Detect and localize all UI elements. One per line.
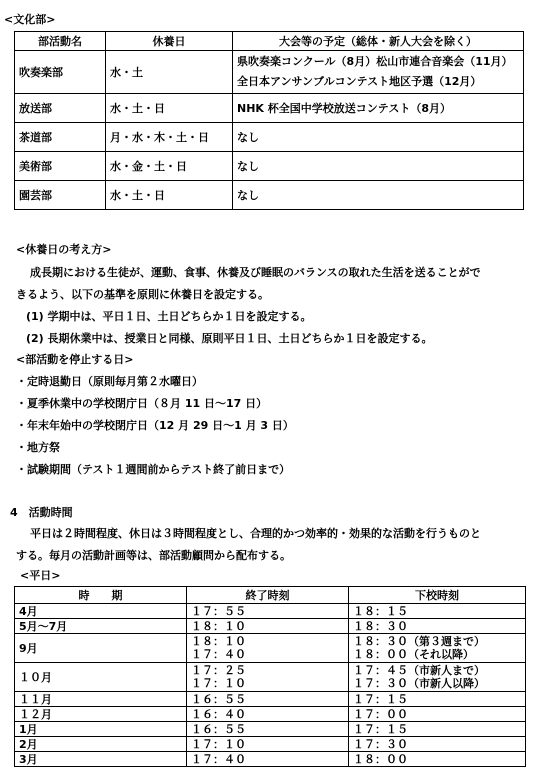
period-cell: 4月 [15,604,187,619]
table-row [15,94,524,123]
table-row [15,707,526,722]
rest-days: 水・金・土・日 [106,152,233,181]
table-row [15,737,526,752]
leave-time-cell: １８：３０ [349,619,526,634]
rest-days: 水・土・日 [106,94,233,123]
rest-days: 月・水・木・土・日 [106,123,233,152]
stop-item: ・試験期間（テスト１週間前からテスト終了前日まで） [16,463,291,476]
club-name: 吹奏楽部 [15,51,106,94]
activity-heading: 4 活動時間 [10,506,73,519]
time-line: １７：４５（市新人まで） [353,664,485,677]
table-row [15,634,526,663]
end-time-cell: １６：５５ [187,722,349,737]
weekday-heading: <平日> [20,569,61,582]
time-line: １７：２５ [191,664,246,677]
rest-days: 水・土 [106,51,233,94]
events-cell: なし [233,123,524,152]
events-cell: NHK 杯全国中学校放送コンテスト（8月） [233,94,524,123]
end-time-cell [187,663,349,692]
event-line: 全日本アンサンブルコンテスト地区予選（12月） [237,75,482,88]
period-cell: 5月～7月 [15,619,187,634]
leave-time-cell: １７：３０ [349,737,526,752]
rest-heading: <休養日の考え方> [16,243,112,256]
column-header: 終了時刻 [187,587,349,604]
club-name: 園芸部 [15,181,106,210]
leave-time-cell: １８：１５ [349,604,526,619]
time-line: １７：３０（市新人以降） [353,677,485,690]
table-row [15,619,526,634]
period-cell: 1月 [15,722,187,737]
club-name: 茶道部 [15,123,106,152]
period-cell: 3月 [15,752,187,767]
table-row [15,152,524,181]
culture-club-table [14,31,524,210]
time-line: １８：３０（第３週まで） [353,635,485,648]
leave-time-cell [349,634,526,663]
weekday-time-table [14,586,526,767]
end-time-cell: １８：１０ [187,619,349,634]
time-line: １８：００（それ以降） [353,648,474,661]
club-name: 美術部 [15,152,106,181]
period-cell: １１月 [15,692,187,707]
column-header: 時 期 [15,587,187,604]
table-row [15,181,524,210]
period-cell: 9月 [15,634,187,663]
time-line: １７：４０ [191,648,246,661]
end-time-cell [187,634,349,663]
events-cell [233,51,524,94]
leave-time-cell: １８：００ [349,752,526,767]
table-header-row [15,587,526,604]
event-line: 県吹奏楽コンクール（8月）松山市連合音楽会（11月） [237,55,513,68]
stop-item: ・年末年始中の学校閉庁日（12 月 29 日～1 月 3 日） [16,419,294,432]
rest-paragraph-line: 成長期における生徒が、運動、食事、休養及び睡眠のバランスの取れた生活を送ることがで [30,266,481,279]
table-row [15,722,526,737]
end-time-cell: １６：５５ [187,692,349,707]
period-cell: 2月 [15,737,187,752]
rest-item: (1) 学期中は、平日１日、土日どちらか１日を設定する。 [26,310,312,323]
stop-item: ・定時退勤日（原則毎月第２水曜日） [16,375,203,388]
club-name: 放送部 [15,94,106,123]
leave-time-cell: １７：１５ [349,722,526,737]
stop-heading: <部活動を停止する日> [16,353,134,366]
events-cell: なし [233,181,524,210]
leave-time-cell: １７：００ [349,707,526,722]
table-row [15,692,526,707]
end-time-cell: １６：４０ [187,707,349,722]
column-header: 休養日 [106,32,233,51]
rest-days: 水・土・日 [106,181,233,210]
table-row [15,604,526,619]
time-line: １８：１０ [191,635,246,648]
table-row [15,51,524,94]
period-cell: １２月 [15,707,187,722]
table-header-row [15,32,524,51]
rest-paragraph-line: きるよう、以下の基準を原則に休養日を設定する。 [16,288,269,301]
culture-heading: <文化部> [4,13,56,26]
table-row [15,663,526,692]
column-header: 大会等の予定（総体・新人大会を除く） [233,32,524,51]
activity-paragraph-line: する。毎月の活動計画等は、部活動顧問から配布する。 [16,549,291,562]
column-header: 下校時刻 [349,587,526,604]
end-time-cell: １７：５５ [187,604,349,619]
end-time-cell: １７：４０ [187,752,349,767]
activity-paragraph-line: 平日は２時間程度、休日は３時間程度とし、合理的かつ効率的・効果的な活動を行うものと [30,527,481,540]
period-cell: １０月 [15,663,187,692]
events-cell: なし [233,152,524,181]
end-time-cell: １７：１０ [187,737,349,752]
rest-item: (2) 長期休業中は、授業日と同様、原則平日１日、土日どちらか１日を設定する。 [26,332,433,345]
column-header: 部活動名 [15,32,106,51]
stop-item: ・地方祭 [16,441,60,454]
table-row [15,752,526,767]
stop-item: ・夏季休業中の学校閉庁日（８月 11 日～17 日） [16,397,268,410]
time-line: １７：１０ [191,677,246,690]
leave-time-cell [349,663,526,692]
table-row [15,123,524,152]
leave-time-cell: １７：１５ [349,692,526,707]
